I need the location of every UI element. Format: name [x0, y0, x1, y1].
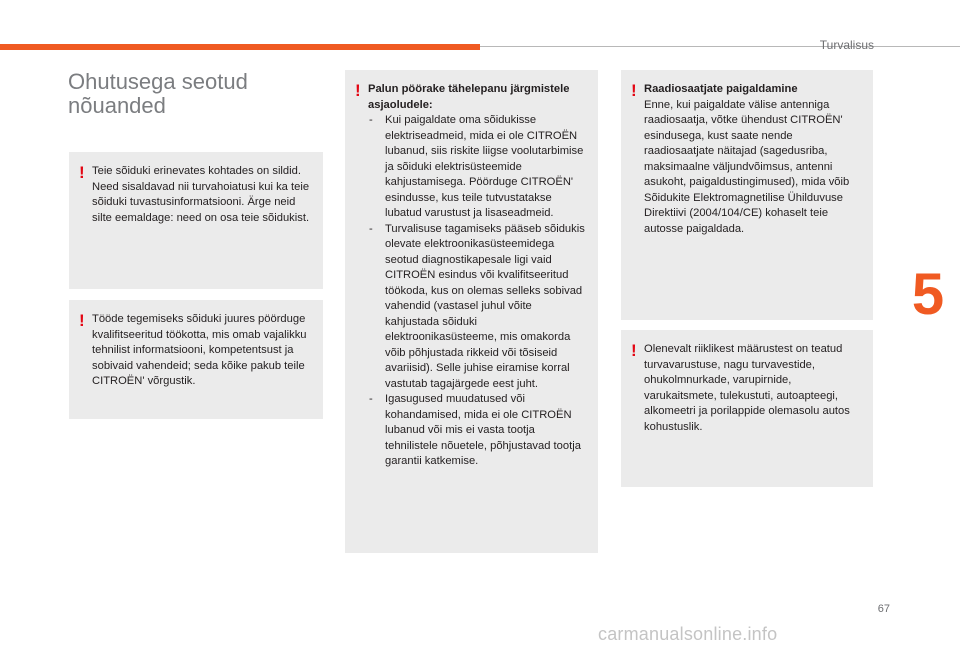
warning-icon: ! — [79, 311, 85, 330]
warning-icon: ! — [631, 81, 637, 100]
warning-heading: Raadiosaatjate paigaldamine — [644, 83, 798, 95]
warning-box-workshop — [69, 300, 323, 419]
warning-icon: ! — [79, 163, 85, 182]
list-item-text: Igasugused muudatused või kohandamised, mida ei ole CITROËN lubanud või mis ei vasta tootja tehnilistele nõuetele, põhjustavad tootja garantii katkemise. — [385, 393, 581, 467]
warning-icon: ! — [631, 341, 637, 360]
list-item — [368, 392, 586, 470]
list-item-text: Turvalisuse tagamiseks pääseb sõidukis olevate elektroonikasüsteemidega seotud diagnostikapesale ligi vaid CITROËN esindus või kvalifitseeritud töökoda, kus on olemas selleks sobivad vahendid (vastasel juhul võite kahjustada sõiduki elektroonikasüsteeme, mis omakorda võib põhjustada rikkeid või tõsiseid avariisid). Selle juhise eiramise korral vastutab tagajärgede eest juht. — [385, 222, 585, 390]
list-dash: - — [369, 222, 373, 235]
warning-box-labels — [69, 152, 323, 289]
list-item — [368, 113, 586, 222]
warning-text: Teie sõiduki erinevates kohtades on sildid. Need sisaldavad nii turvahoiatusi kui ka teie sõiduki tuvastusinformatsiooni. Ärge neid silte eemaldage: need on osa teie sõidukist. — [92, 165, 310, 224]
chapter-tab — [896, 244, 960, 344]
warning-text: Olenevalt riiklikest määrustest on teatud turvavarustuse, nagu turvavestide, ohukolmnurkade, varupirnide, varukaitsmete, tulekustuti, autoapteegi, alkomeetri ja porilappide olemasolu autos kohustuslik. — [644, 343, 850, 433]
warning-box-important — [345, 70, 598, 553]
header-divider — [480, 46, 960, 47]
list-dash: - — [369, 114, 373, 126]
warning-text: Tööde tegemiseks sõiduki juures pöörduge kvalifitseeritud töökotta, mis omab vajalikku tehnilist informatsiooni, kompetentsust ja sobivaid vahendeid; seda kõike pakub teile CITROËN' võrgustik. — [92, 313, 307, 387]
warning-text: Enne, kui paigaldate välise antenniga raadiosaatja, võtke ühendust CITROËN' esindusega, kust saate nende raadiosaatjate näitajad (sagedusriba, maksimaalne väljundvõimsus, antenni asukoht, paigaldustingimused), mida võib Sõidukite Elektromagnetilise Ühilduvuse Direktiivi (2004/104/CE) kohaselt teie autosse paigaldada. — [644, 98, 850, 235]
warning-icon: ! — [355, 81, 361, 100]
warning-heading: Palun pöörake tähelepanu järgmistele asjaoludele: — [368, 83, 570, 111]
page-number: 67 — [877, 603, 890, 615]
list-dash: - — [369, 393, 373, 405]
page-title: Ohutusega seotud nõuanded — [68, 69, 248, 118]
watermark: carmanualsonline.info — [598, 624, 778, 644]
list-item — [368, 222, 586, 393]
warning-box-equipment — [621, 330, 873, 487]
chapter-number: 5 — [911, 261, 945, 327]
warning-box-radio — [621, 70, 873, 320]
list-item-text: Kui paigaldate oma sõidukisse elektriseadmeid, mida ei ole CITROËN lubanud, siis riskite liigse voolutarbimise ja sõiduki elektrisüsteemide kahjustamisega. Pöörduge CITROËN' esindusse, kus teile tutvustatakse lubatud varustust ja lisaseadmeid. — [385, 114, 584, 219]
header-accent-bar — [0, 44, 480, 50]
section-label: Turvalisus — [819, 38, 874, 52]
warning-list — [368, 113, 586, 470]
